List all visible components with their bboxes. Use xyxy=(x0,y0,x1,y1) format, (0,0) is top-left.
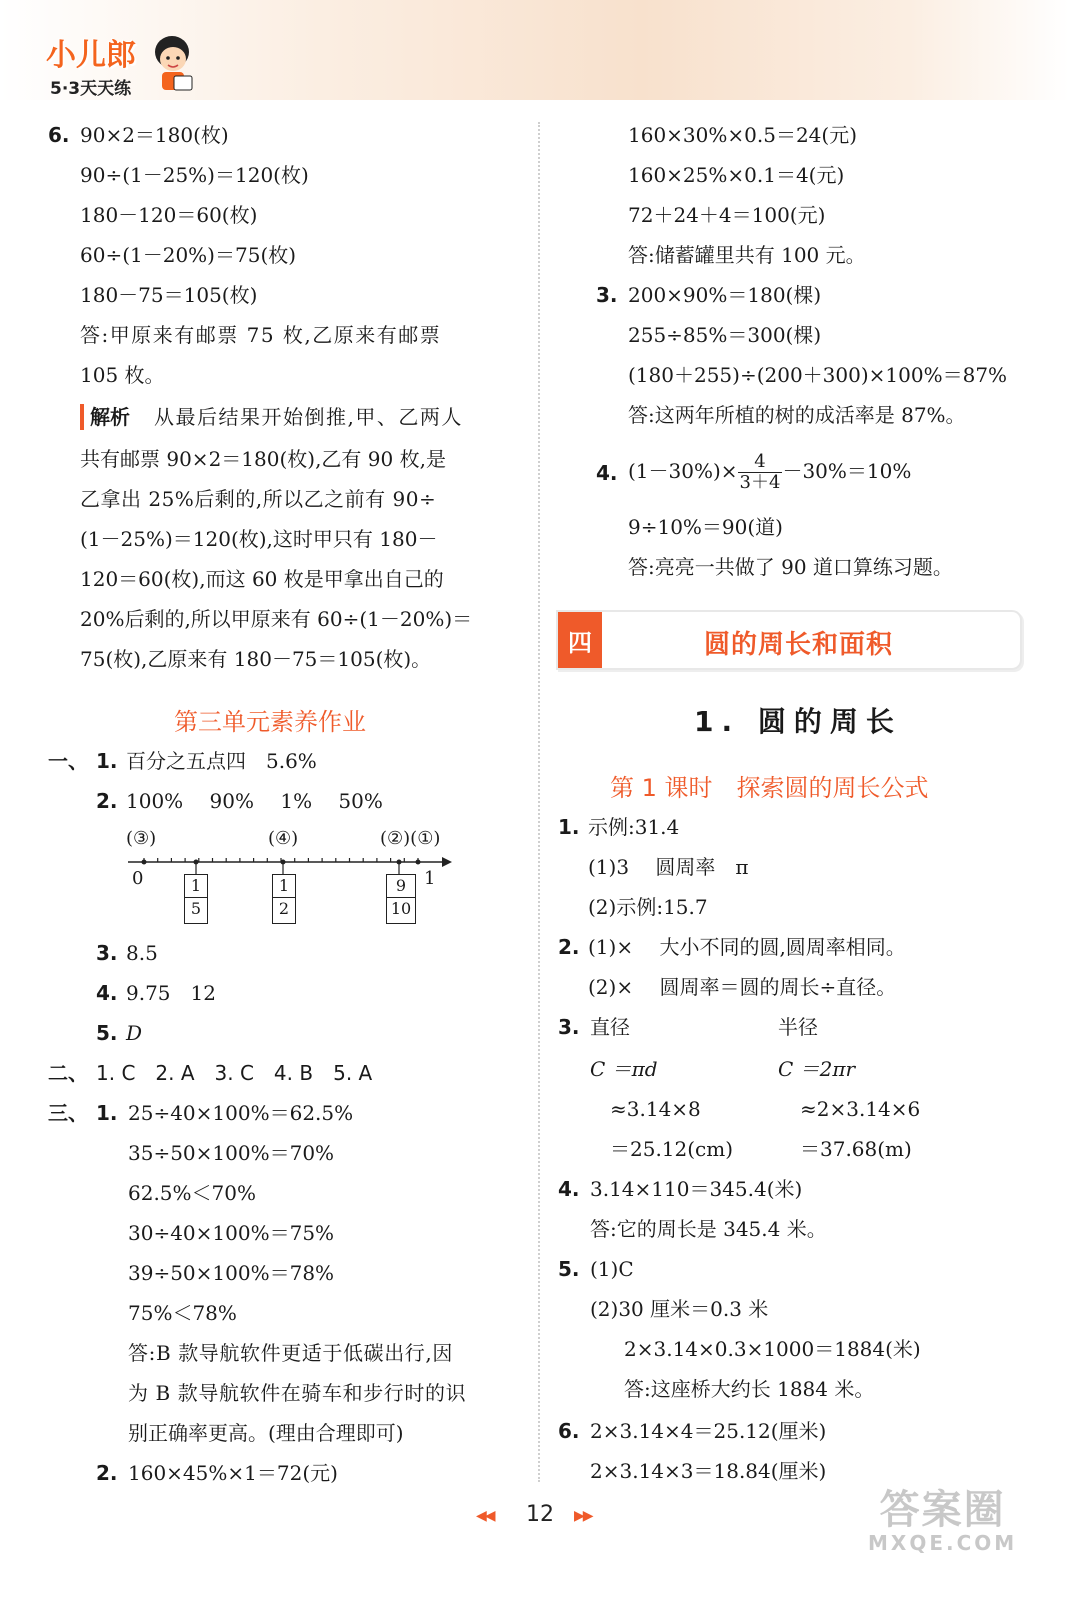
number-line xyxy=(124,852,454,876)
question-number: 3. xyxy=(596,283,618,307)
answer-line: 100% 90% 1% 50% xyxy=(126,789,383,813)
next-page-icon: ▶▶ xyxy=(574,1508,592,1524)
part-label: 三、 xyxy=(48,1101,88,1125)
answer-line: (2)示例:15.7 xyxy=(588,895,708,919)
answer-line: 为 B 款导航软件在骑车和步行时的识 xyxy=(128,1381,467,1405)
unit-title: 圆的周长和面积 xyxy=(704,630,894,660)
section-title: 第三单元素养作业 xyxy=(174,708,366,736)
expression-post: －30%＝10% xyxy=(782,459,912,483)
answer-line: 半径 xyxy=(778,1015,818,1039)
answer-line: 160×45%×1＝72(元) xyxy=(128,1461,338,1485)
question-number: 5. xyxy=(96,1021,118,1045)
answer-line: (1)3 圆周率 π xyxy=(588,855,749,879)
analysis-line: 75(枚),乙原来有 180－75＝105(枚)。 xyxy=(80,647,432,671)
answer-line: 示例:31.4 xyxy=(588,815,680,839)
fraction-denominator: 3＋4 xyxy=(739,472,781,493)
brand-logo: 小儿郎 xyxy=(46,38,136,73)
lesson-subtitle: 第 1 课时 探索圆的周长公式 xyxy=(610,774,929,802)
answer-line: 160×25%×0.1＝4(元) xyxy=(628,163,845,187)
answer-line: 75%＜78% xyxy=(128,1301,237,1325)
answer-line: 答:亮亮一共做了 90 道口算练习题。 xyxy=(628,555,953,579)
answer-line: 9.75 12 xyxy=(126,981,216,1005)
answer-line: (180＋255)÷(200＋300)×100%＝87% xyxy=(628,363,1008,387)
answer-line: ≈2×3.14×6 xyxy=(800,1097,921,1121)
answer-line: 35÷50×100%＝70% xyxy=(128,1141,335,1165)
fraction-numerator: 1 xyxy=(273,875,295,898)
fraction-expression xyxy=(628,448,911,494)
answer-line: 答:这座桥大约长 1884 米。 xyxy=(624,1377,875,1401)
mascot-boy-icon xyxy=(148,32,198,94)
question-number: 2. xyxy=(96,1461,118,1485)
watermark-url: MXQE.COM xyxy=(868,1531,1018,1555)
answer-line: 答:这两年所植的树的成活率是 87%。 xyxy=(628,403,966,427)
answer-line: 9÷10%＝90(道) xyxy=(628,515,783,539)
answer-line: C ＝πd xyxy=(590,1057,658,1081)
fraction xyxy=(738,452,783,493)
answer-line: 60÷(1－20%)＝75(枚) xyxy=(80,243,297,267)
answer-line: 答:储蓄罐里共有 100 元。 xyxy=(628,243,866,267)
answer-line: 百分之五点四 5.6% xyxy=(126,749,317,773)
question-number: 5. xyxy=(558,1257,580,1281)
unit-badge: 四 xyxy=(558,612,602,668)
answer-line: 105 枚。 xyxy=(80,363,165,387)
question-number: 4. xyxy=(96,981,118,1005)
answer-line: 200×90%＝180(棵) xyxy=(628,283,822,307)
watermark-title: 答案圈 xyxy=(879,1487,1006,1533)
answer-line: 2×3.14×4＝25.12(厘米) xyxy=(590,1419,827,1443)
part-label: 一、 xyxy=(48,749,88,773)
fraction-denominator: 2 xyxy=(278,899,290,918)
answer-line: ≈3.14×8 xyxy=(610,1097,701,1121)
page-number: 12 xyxy=(526,1502,554,1527)
part-label: 二、 xyxy=(48,1061,88,1085)
numberline-one: 1 xyxy=(424,868,436,889)
answer-line: D xyxy=(126,1021,143,1045)
question-number: 2. xyxy=(558,935,580,959)
numberline-label: (④) xyxy=(268,828,299,849)
fraction-box xyxy=(386,874,416,924)
answer-line: (2)30 厘米＝0.3 米 xyxy=(590,1297,769,1321)
answer-line: 答:甲原来有邮票 75 枚,乙原来有邮票 xyxy=(80,323,442,347)
answer-line: 180－75＝105(枚) xyxy=(80,283,258,307)
answer-line: 180－120＝60(枚) xyxy=(80,203,258,227)
question-number: 6. xyxy=(48,123,70,147)
question-number: 2. xyxy=(96,789,118,813)
answer-line: 62.5%＜70% xyxy=(128,1181,256,1205)
question-number: 3. xyxy=(96,941,118,965)
answer-line: 1. C 2. A 3. C 4. B 5. A xyxy=(96,1061,373,1085)
answer-line: 3.14×110＝345.4(米) xyxy=(590,1177,803,1201)
fraction-box xyxy=(184,874,208,924)
answer-line: ＝25.12(cm) xyxy=(610,1137,734,1161)
expression-pre: (1－30%)× xyxy=(628,459,738,483)
answer-line: 别正确率更高。(理由合理即可) xyxy=(128,1421,404,1445)
analysis-line: (1－25%)＝120(枚),这时甲只有 180－ xyxy=(80,527,438,551)
numberline-label: (②)(①) xyxy=(380,828,441,849)
question-number: 1. xyxy=(96,1101,118,1125)
question-number: 4. xyxy=(596,461,618,485)
answer-line: 25÷40×100%＝62.5% xyxy=(128,1101,354,1125)
fraction-numerator: 4 xyxy=(738,452,783,473)
fraction-numerator: 9 xyxy=(387,875,415,898)
answer-line: 30÷40×100%＝75% xyxy=(128,1221,335,1245)
question-number: 1. xyxy=(558,815,580,839)
unit-banner xyxy=(556,610,1022,670)
question-number: 6. xyxy=(558,1419,580,1443)
numberline-label: (③) xyxy=(126,828,157,849)
analysis-first-line xyxy=(80,404,463,430)
question-number: 4. xyxy=(558,1177,580,1201)
fraction-box xyxy=(272,874,296,924)
answer-line: 答:它的周长是 345.4 米。 xyxy=(590,1217,827,1241)
answer-line: 90×2＝180(枚) xyxy=(80,123,229,147)
fraction-numerator: 1 xyxy=(185,875,207,898)
analysis-line: 共有邮票 90×2＝180(枚),乙有 90 枚,是 xyxy=(80,447,446,471)
answer-line: 直径 xyxy=(590,1015,630,1039)
numberline-zero: 0 xyxy=(132,868,144,889)
answer-line: 8.5 xyxy=(126,941,158,965)
answer-line: 72＋24＋4＝100(元) xyxy=(628,203,826,227)
lesson-title: 1. 圆的周长 xyxy=(694,705,902,738)
answer-line: ＝37.68(m) xyxy=(800,1137,912,1161)
analysis-text: 从最后结果开始倒推,甲、乙两人 xyxy=(154,405,463,429)
answer-line: 255÷85%＝300(棵) xyxy=(628,323,822,347)
column-divider xyxy=(538,122,540,1482)
answer-line: (1)C xyxy=(590,1257,634,1281)
fraction-denominator: 10 xyxy=(390,899,412,918)
prev-page-icon: ◀◀ xyxy=(476,1508,494,1524)
answer-line: 39÷50×100%＝78% xyxy=(128,1261,335,1285)
answer-line: 160×30%×0.5＝24(元) xyxy=(628,123,858,147)
analysis-line: 20%后剩的,所以甲原来有 60÷(1－20%)＝ xyxy=(80,607,473,631)
answer-line: C ＝2πr xyxy=(778,1057,856,1081)
watermark xyxy=(868,1478,1017,1555)
question-number: 3. xyxy=(558,1015,580,1039)
brand-subtitle: 5·3天天练 xyxy=(50,79,132,99)
answer-line: 2×3.14×3＝18.84(厘米) xyxy=(590,1459,827,1483)
fraction-denominator: 5 xyxy=(190,899,202,918)
answer-line: (2)× 圆周率＝圆的周长÷直径。 xyxy=(588,975,897,999)
answer-line: 答:B 款导航软件更适于低碳出行,因 xyxy=(128,1341,453,1365)
question-number: 1. xyxy=(96,749,118,773)
answer-line: 90÷(1－25%)＝120(枚) xyxy=(80,163,309,187)
answer-line: (1)× 大小不同的圆,圆周率相同。 xyxy=(588,935,906,959)
answer-line: 2×3.14×0.3×1000＝1884(米) xyxy=(624,1337,921,1361)
analysis-line: 乙拿出 25%后剩的,所以乙之前有 90÷ xyxy=(80,487,437,511)
analysis-line: 120＝60(枚),而这 60 枚是甲拿出自己的 xyxy=(80,567,444,591)
analysis-label: 解析 xyxy=(80,404,130,430)
